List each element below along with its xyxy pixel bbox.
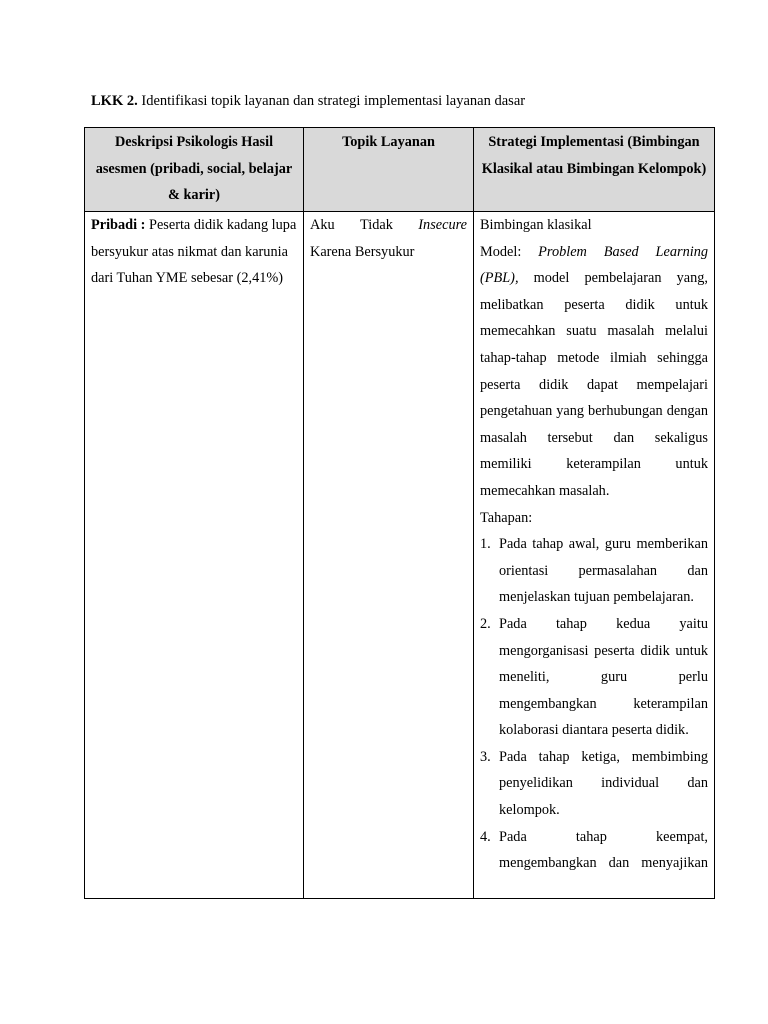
step-number: 4. <box>480 828 491 845</box>
list-item <box>480 611 708 744</box>
cell-deskripsi <box>85 212 304 899</box>
worksheet-title: Identifikasi topik layanan dan strategi implementasi layanan dasar <box>137 93 526 109</box>
lkk-table <box>84 127 715 899</box>
strategi-type: Bimbingan klasikal <box>480 217 592 233</box>
step-number: 2. <box>480 615 491 632</box>
tahapan-label: Tahapan: <box>480 509 533 526</box>
cell-strategi <box>474 212 715 899</box>
header-topik: Topik Layanan <box>304 128 474 212</box>
header-deskripsi: Deskripsi Psikologis Hasil asesmen (pribadi, social, belajar & karir) <box>85 128 304 212</box>
topik-word-1: Aku <box>310 217 335 233</box>
step-text: Pada tahap awal, guru memberikan orientasi permasalahan dan menjelaskan tujuan pembelajaran. <box>499 536 708 606</box>
pribadi-label: Pribadi : <box>91 217 146 233</box>
topik-line-2: Karena Bersyukur <box>310 243 415 260</box>
list-item <box>480 824 708 877</box>
topik-word-2: Tidak <box>360 217 393 233</box>
step-text: Pada tahap kedua yaitu mengorganisasi peserta didik untuk meneliti, guru perlu mengembangkan keterampilan kolaborasi diantara peserta didik. <box>499 615 708 739</box>
model-prefix: Model: <box>480 243 539 260</box>
list-item <box>480 744 708 824</box>
list-item <box>480 531 708 611</box>
table-header-row <box>85 128 715 212</box>
tahapan-list <box>480 531 708 877</box>
pribadi-text: Peserta didik kadang lupa bersyukur atas nikmat dan karunia dari Tuhan YME sebesar (2,41%) <box>91 217 297 287</box>
model-description: model pembelajaran yang, melibatkan peserta didik untuk memecahkan suatu masalah melalui tahap-tahap metode ilmiah sehingga peserta didik dapat mempelajari pengetahuan yang berhubungan dengan masalah tersebut dan sekaligus memiliki keterampilan untuk memecahkan masalah. <box>480 270 708 499</box>
table-row <box>85 212 715 899</box>
step-text: Pada tahap keempat, mengembangkan dan menyajikan <box>499 828 708 872</box>
worksheet-heading <box>91 93 525 110</box>
model-name: Problem Based Learning (PBL), <box>480 243 708 287</box>
strategi-model <box>480 239 708 505</box>
step-number: 1. <box>480 536 491 553</box>
header-strategi: Strategi Implementasi (Bimbingan Klasikal atau Bimbingan Kelompok) <box>474 128 715 212</box>
cell-topik <box>304 212 474 899</box>
topik-line-1 <box>310 212 467 239</box>
topik-word-3: Insecure <box>418 217 467 233</box>
step-text: Pada tahap ketiga, membimbing penyelidikan individual dan kelompok. <box>499 748 708 819</box>
worksheet-label: LKK 2. <box>91 93 138 109</box>
step-number: 3. <box>480 748 491 765</box>
